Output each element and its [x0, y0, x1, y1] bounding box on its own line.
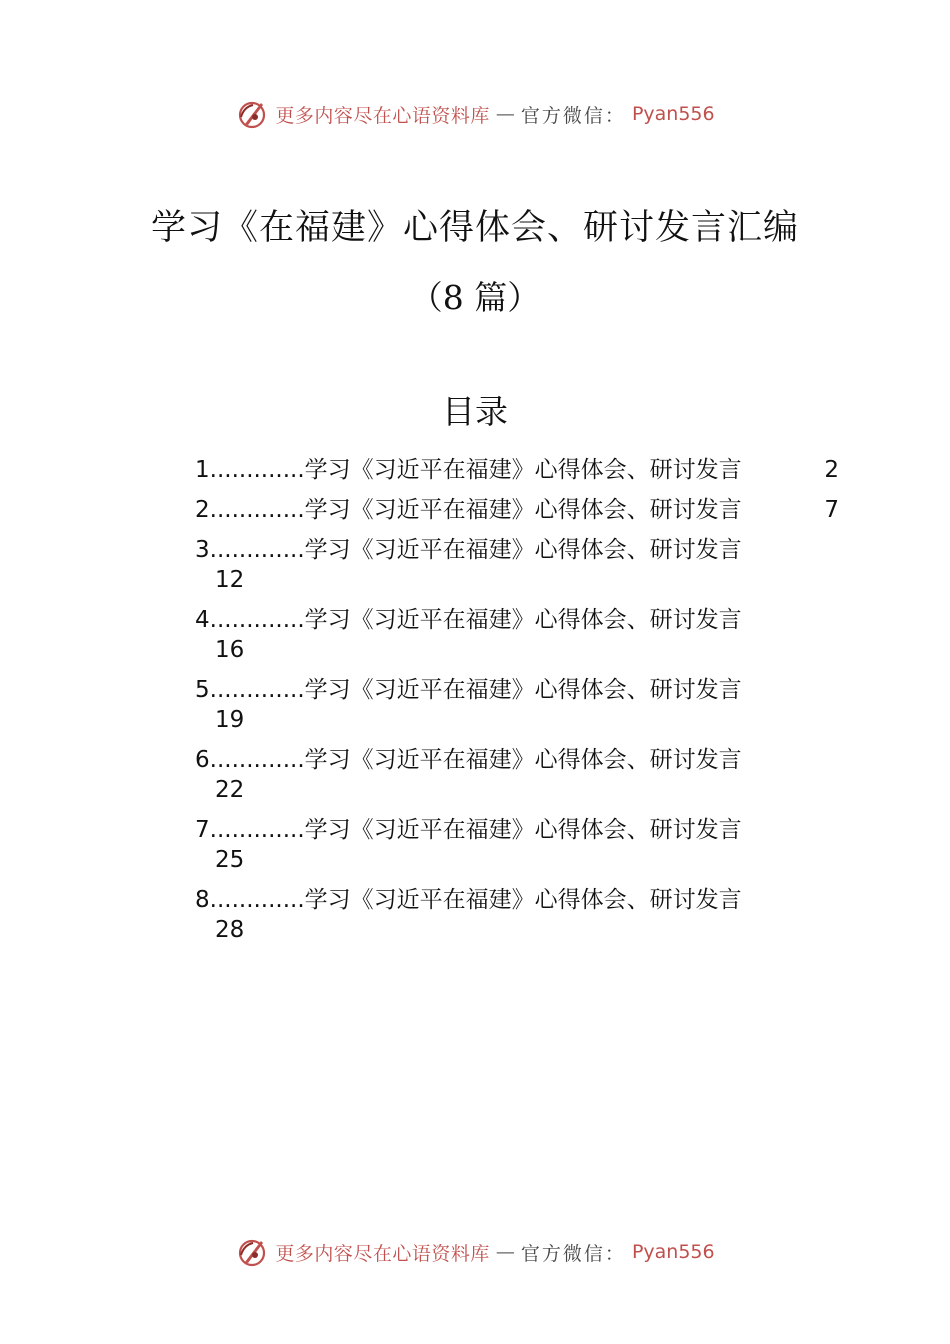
toc-entry-label: 5.............学习《习近平在福建》心得体会、研讨发言: [195, 677, 742, 703]
banner-official-label: 官方微信：: [520, 104, 626, 127]
toc-entry-label: 8.............学习《习近平在福建》心得体会、研讨发言: [195, 887, 742, 913]
document-subtitle: （8 篇）: [409, 278, 541, 317]
toc-entry-label: 7.............学习《习近平在福建》心得体会、研讨发言: [195, 817, 742, 843]
toc-entry-page-number: 28: [215, 917, 245, 943]
toc-entry-label: 6.............学习《习近平在福建》心得体会、研讨发言: [195, 747, 742, 773]
toc-entry[interactable]: [195, 815, 855, 875]
toc-entry-page-number: 2: [824, 457, 839, 483]
banner-text: 更多内容尽在心语资料库: [275, 104, 490, 127]
banner-separator: —: [495, 103, 515, 125]
toc-heading: 目录: [442, 392, 508, 431]
toc-entry[interactable]: [195, 455, 855, 485]
toc-entry-page-number: 12: [215, 567, 245, 593]
toc-entry[interactable]: [195, 535, 855, 595]
toc-entry[interactable]: [195, 605, 855, 665]
toc-entry[interactable]: [195, 745, 855, 805]
footer-banner: [0, 1232, 950, 1272]
toc-entry-page-number: 25: [215, 847, 245, 873]
banner-wechat-id: Pyan556: [631, 103, 715, 125]
toc-entry-page-number: 22: [215, 777, 245, 803]
toc-entry-label: 1.............学习《习近平在福建》心得体会、研讨发言: [195, 457, 742, 483]
header-banner: [0, 94, 950, 134]
toc-entry-label: 4.............学习《习近平在福建》心得体会、研讨发言: [195, 607, 742, 633]
table-of-contents: [195, 455, 855, 955]
toc-entry[interactable]: [195, 495, 855, 525]
toc-entry[interactable]: [195, 675, 855, 735]
banner-wechat-id: Pyan556: [631, 1241, 715, 1263]
quill-pen-logo-icon: [235, 97, 269, 131]
toc-entry-page-number: 16: [215, 637, 245, 663]
banner-text: 更多内容尽在心语资料库: [275, 1242, 490, 1265]
toc-entry-label: 2.............学习《习近平在福建》心得体会、研讨发言: [195, 497, 742, 523]
toc-entry-page-number: 7: [824, 497, 839, 523]
banner-official-label: 官方微信：: [520, 1242, 626, 1265]
toc-entry[interactable]: [195, 885, 855, 945]
quill-pen-logo-icon: [235, 1235, 269, 1269]
toc-entry-label: 3.............学习《习近平在福建》心得体会、研讨发言: [195, 537, 742, 563]
toc-entry-page-number: 19: [215, 707, 245, 733]
banner-separator: —: [495, 1241, 515, 1263]
document-title: 学习《在福建》心得体会、研讨发言汇编: [150, 208, 799, 248]
